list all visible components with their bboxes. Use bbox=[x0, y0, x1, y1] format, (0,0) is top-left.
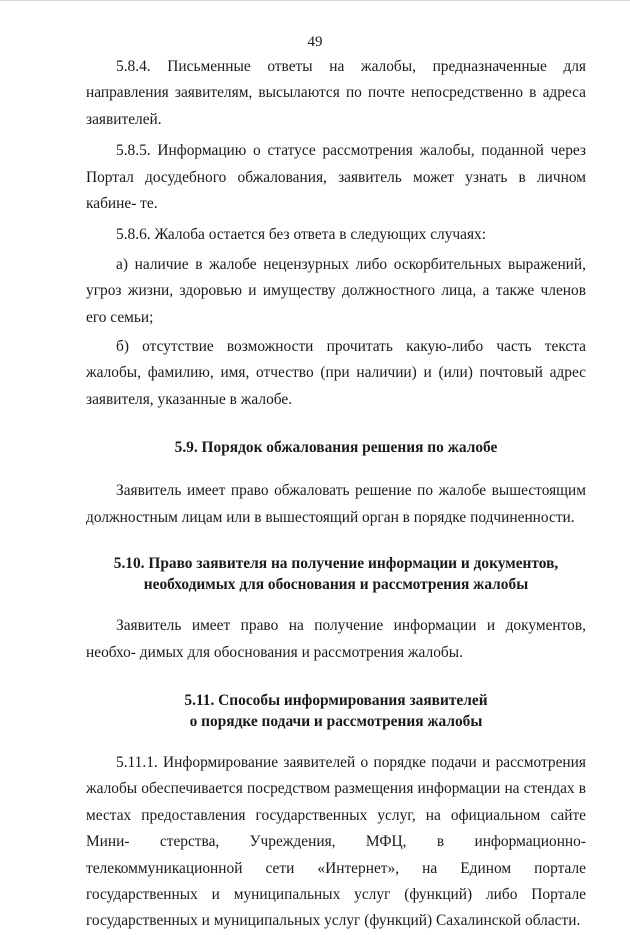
page-number: 49 bbox=[307, 34, 323, 50]
paragraph-5-8-5: 5.8.5. Информацию о статусе рассмотрения жалобы, поданной через Портал досудебного обжалования, заявитель может узнать в личном кабине- те. bbox=[86, 142, 586, 213]
document-body bbox=[86, 54, 586, 935]
paragraph-item-b: б) отсутствие возможности прочитать какую-либо часть текста жалобы, фамилию, имя, отчество (при наличии) и (или) почтовый адрес заявителя, указанные в жалобе. bbox=[86, 338, 586, 408]
section-heading-5-10 bbox=[86, 553, 586, 595]
section-heading-5-11 bbox=[86, 690, 586, 732]
section-heading-5-9 bbox=[86, 437, 586, 458]
paragraph-item-a: а) наличие в жалобе нецензурных либо оскорбительных выражений, угроз жизни, здоровью и имуществу должностного лица, а также членов его семьи; bbox=[86, 255, 586, 326]
heading-line: 5.10. Право заявителя на получение информации и документов, bbox=[113, 555, 559, 573]
heading-line: о порядке подачи и рассмотрения жалобы bbox=[189, 712, 483, 730]
scan-top-edge bbox=[0, 0, 630, 1]
heading-line: 5.9. Порядок обжалования решения по жалобе bbox=[174, 439, 498, 457]
paragraph-5-8-4: 5.8.4. Письменные ответы на жалобы, предназначенные для направления заявителям, высылаются по почте непосредственно в адреса заявителей. bbox=[86, 58, 586, 128]
heading-line: необходимых для обоснования и рассмотрения жалобы bbox=[143, 576, 529, 594]
heading-line: 5.11. Способы информирования заявителей bbox=[184, 691, 488, 709]
paragraph-5-9: Заявитель имеет право обжаловать решение по жалобе вышестоящим должностным лицам или в вышестоящий орган в порядке подчиненности. bbox=[86, 482, 586, 526]
paragraph-5-8-6: 5.8.6. Жалоба остается без ответа в следующих случаях: bbox=[116, 226, 487, 244]
paragraph-5-10: Заявитель имеет право на получение информации и документов, необхо- димых для обоснования и рассмотрения жалобы. bbox=[86, 617, 586, 661]
paragraph-5-11-1: 5.11.1. Информирование заявителей о порядке подачи и рассмотрения жалобы обеспечивается посредством размещения информации на стендах в местах предоставления государственных услуг, на официальном сайте Мини- стерства, Учреждения, МФЦ, в информационно-телекоммуникационной сети «Интернет», на Едином портале государственных и муниципальных услуг (функций) либо Портале государственных и муниципальных услуг (функций) Сахалинской области. bbox=[86, 753, 586, 930]
